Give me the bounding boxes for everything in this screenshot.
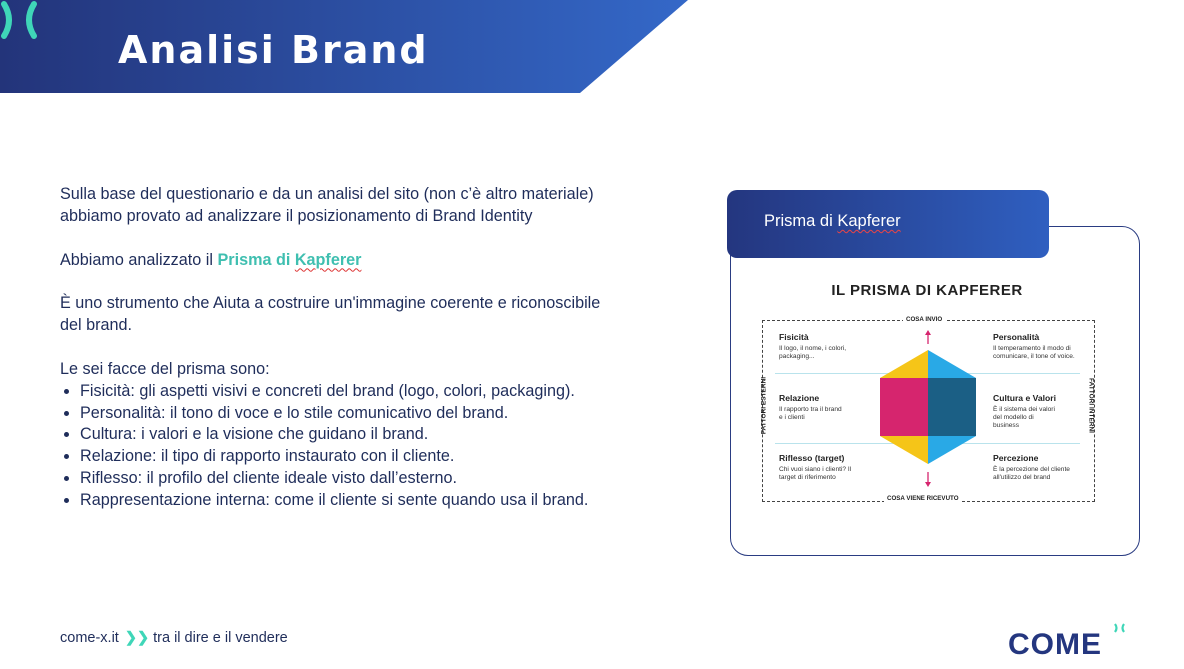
- faces-heading: Le sei facce del prisma sono:: [60, 359, 270, 378]
- faces-list: [60, 381, 620, 512]
- analyzed-prefix: Abbiamo analizzato il: [60, 250, 218, 269]
- page-title: Analisi Brand: [118, 28, 429, 72]
- prism-diagram-title: IL PRISMA DI KAPFERER: [831, 282, 1023, 299]
- percezione-desc: È la percezione del cliente all'utilizzo del brand: [993, 466, 1070, 481]
- riflesso-head: Riflesso (target): [779, 453, 845, 463]
- list-item: • Personalità: il tono di voce e lo stile comunicativo del brand.: [80, 403, 620, 425]
- arrow-up-head-icon: [925, 330, 931, 335]
- card-tab-word: Kapferer: [837, 212, 901, 230]
- cultura-head: Cultura e Valori: [993, 393, 1057, 403]
- prism-link-a: Prisma di: [217, 250, 295, 269]
- relazione-head: Relazione: [779, 393, 820, 403]
- list-item: • Rappresentazione interna: come il cliente si sente quando usa il brand.: [80, 490, 620, 512]
- list-item: • Relazione: il tipo di rapporto instaurato con il cliente.: [80, 446, 620, 468]
- come-logo-text: COME: [1008, 628, 1102, 656]
- come-x-logo: [1008, 622, 1126, 656]
- brand-x-logo-icon: [0, 0, 44, 40]
- left-side-label: FATTORI ESTERNI: [760, 376, 768, 435]
- x-mark-icon: [1123, 624, 1125, 632]
- tool-paragraph: È uno strumento che Aiuta a costruire un'immagine coerente e riconoscibile del brand.: [60, 294, 601, 335]
- list-item: • Cultura: i valori e la visione che guidano il brand.: [80, 424, 620, 446]
- personalita-desc: Il temperamento il modo di comunicare, il tone of voice.: [993, 345, 1075, 360]
- fisicita-desc: Il logo, il nome, i colori, packaging...: [779, 345, 847, 360]
- intro-paragraph: Sulla base del questionario e da un analisi del sito (non c’è altro materiale) abbiamo provato ad analizzare il posizionamento di Brand Identity: [60, 185, 594, 225]
- right-side-label: FATTORI INTERNI: [1087, 377, 1095, 433]
- prism-link-b: Kapferer: [294, 250, 362, 269]
- prism-face-bottom-right: [928, 436, 976, 464]
- prism-link: [217, 251, 361, 269]
- x-mark-icon: [1115, 624, 1117, 632]
- card-tab-label: [764, 212, 901, 231]
- fisicita-head: Fisicità: [779, 332, 809, 342]
- cultura-desc: È il sistema dei valori del modello di business: [993, 406, 1055, 429]
- prism-face-middle-right: [928, 378, 976, 436]
- relazione-desc: Il rapporto tra il brand e i clienti: [779, 406, 842, 421]
- percezione-head: Percezione: [993, 453, 1039, 463]
- prism-face-middle-left: [880, 378, 928, 436]
- personalita-head: Personalità: [993, 332, 1040, 342]
- analyzed-paragraph: [60, 250, 620, 272]
- footer-site: come-x.it: [60, 630, 119, 646]
- list-item: • Riflesso: il profilo del cliente ideale visto dall’esterno.: [80, 468, 620, 490]
- bottom-caption: COSA VIENE RICEVUTO: [884, 495, 962, 502]
- footer-tagline-text: tra il dire e il vendere: [153, 630, 288, 646]
- arrow-down-head-icon: [925, 482, 931, 487]
- prism-face-top-left: [880, 350, 928, 378]
- chevron-right-icon: ❯❯: [124, 630, 150, 646]
- body-text: [60, 184, 620, 512]
- prism-face-bottom-left: [880, 436, 928, 464]
- top-caption: COSA INVIO: [903, 316, 945, 323]
- prism-face-top-right: [928, 350, 976, 378]
- list-item: • Fisicità: gli aspetti visivi e concreti del brand (logo, colori, packaging).: [80, 381, 620, 403]
- card-tab-prefix: Prisma di: [764, 212, 838, 230]
- header-band: [0, 0, 690, 93]
- prism-hexagon-graphic: [876, 330, 980, 488]
- riflesso-desc: Chi vuoi siano i clienti? Il target di riferimento: [779, 466, 852, 481]
- footer-tagline: [60, 630, 288, 646]
